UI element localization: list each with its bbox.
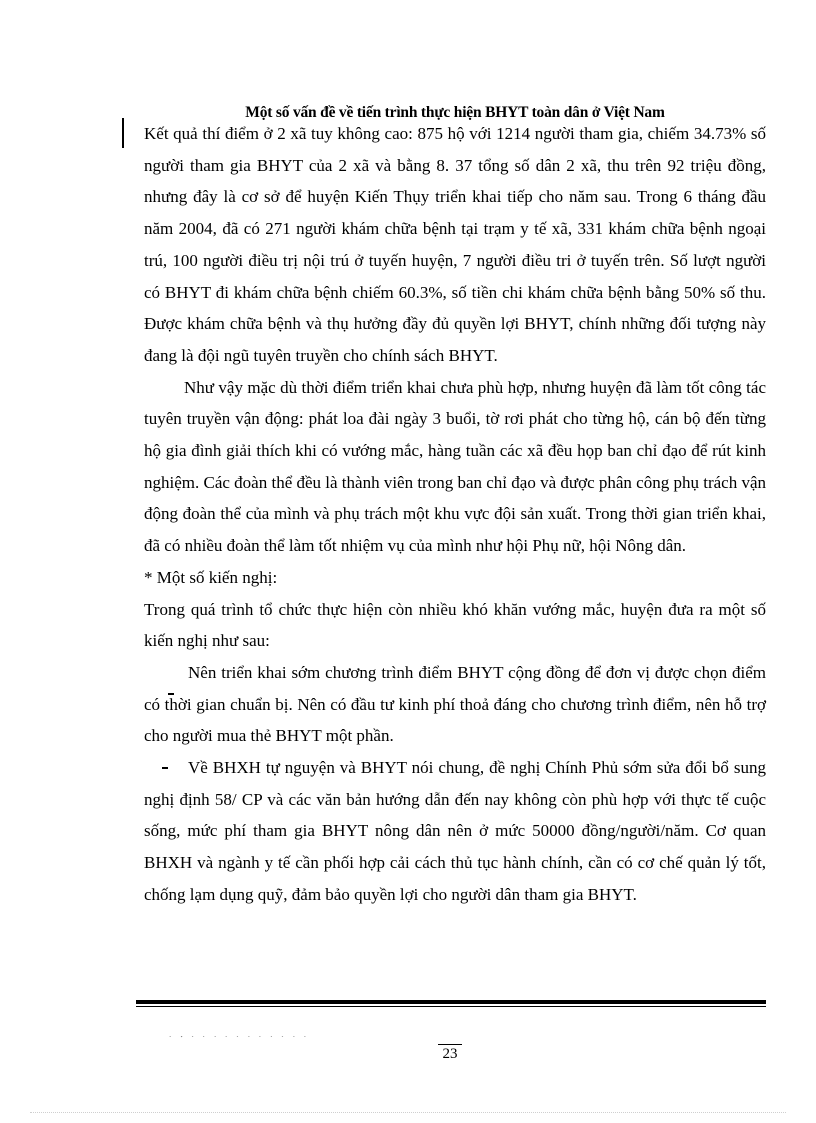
bullet-item-early-deployment [144,657,766,752]
page-number: 23 [442,1046,458,1062]
document-body [144,118,766,911]
paragraph-recommendations-intro: Trong quá trình tổ chức thực hiện còn nhiều khó khăn vướng mắc, huyện đưa ra một số kiến nghị như sau: [144,599,766,651]
bullet-dash-icon [168,693,174,695]
section-heading-recommendations: * Một số kiến nghị: [144,567,278,587]
header-left-rule [122,118,124,148]
bullet-text: Nên triển khai sớm chương trình điểm BHYT cộng đồng để đơn vị được chọn điểm có thời gian chuẩn bị. Nên có đầu tư kinh phí thoả đáng cho chương trình điểm, nên hỗ trợ cho người mua thẻ BHYT một phần. [144,662,766,746]
bullet-item-voluntary-insurance [144,752,766,911]
paragraph-communication: Như vậy mặc dù thời điểm triển khai chưa phù hợp, nhưng huyện đã làm tốt công tác tuyên truyền vận động: phát loa đài ngày 3 buổi, tờ rơi phát cho từng hộ, cán bộ đến từng hộ gia đình giải thích khi có vướng mắc, hàng tuần các xã đều họp ban chỉ đạo để rút kinh nghiệm. Các đoàn thể đều là thành viên trong ban chỉ đạo và được phân công phụ trách vận động đoàn thể của mình và phụ trách một khu vực đội sản xuất. Trong thời gian triển khai, đã có nhiều đoàn thể làm tốt nhiệm vụ của mình như hội Phụ nữ, hội Nông dân. [144,377,766,556]
running-header-title: Một số vấn đề về tiến trình thực hiện BHYT toàn dân ở Việt Nam [245,104,665,121]
bullet-dash-icon [162,767,168,769]
bullet-text: Về BHXH tự nguyện và BHYT nói chung, đề nghị Chính Phủ sớm sửa đổi bổ sung nghị định 58/ CP và các văn bản hướng dẫn đến nay không còn phù hợp với thực tế cuộc sống, mức phí tham gia BHYT nông dân nên ở mức 50000 đồng/người/năm. Cơ quan BHXH và ngành y tế cần phối hợp cải cách thủ tục hành chính, cần có cơ chế quản lý tốt, chống lạm dụng quỹ, đảm bảo quyền lợi cho người dân tham gia BHYT. [144,758,766,904]
page-number-rule [438,1044,462,1045]
footer-thin-rule [136,1006,766,1007]
paragraph-pilot-results: Kết quả thí điểm ở 2 xã tuy không cao: 875 hộ với 1214 người tham gia, chiếm 34.73% số người tham gia BHYT của 2 xã và bằng 8. 37 tổng số dân 2 xã, thu trên 92 triệu đồng, nhưng đây là cơ sở để huyện Kiến Thụy triển khai tiếp cho năm sau. Trong 6 tháng đầu năm 2004, đã có 271 người khám chữa bệnh tại trạm y tế xã, 331 khám chữa bệnh ngoại trú, 100 người điều trị nội trú ở tuyến huyện, 7 người điều tri ở tuyến trên. Số lượt người có BHYT đi khám chữa bệnh chiếm 60.3%, số tiền chi khám chữa bệnh bằng 50% số thu. Được khám chữa bệnh và thụ hưởng đầy đủ quyền lợi BHYT, chính những đối tượng này đang là đội ngũ tuyên truyền cho chính sách BHYT. [144,124,766,365]
footer-thick-rule [136,1000,766,1004]
clipped-text-fragment: ̀ ̀ ̉ ̀ ́ ̀ ́ ́ ̀ ́ ̀ ́ ̀ ́ [160,1036,316,1042]
page-bottom-dotted-border [30,1112,786,1114]
